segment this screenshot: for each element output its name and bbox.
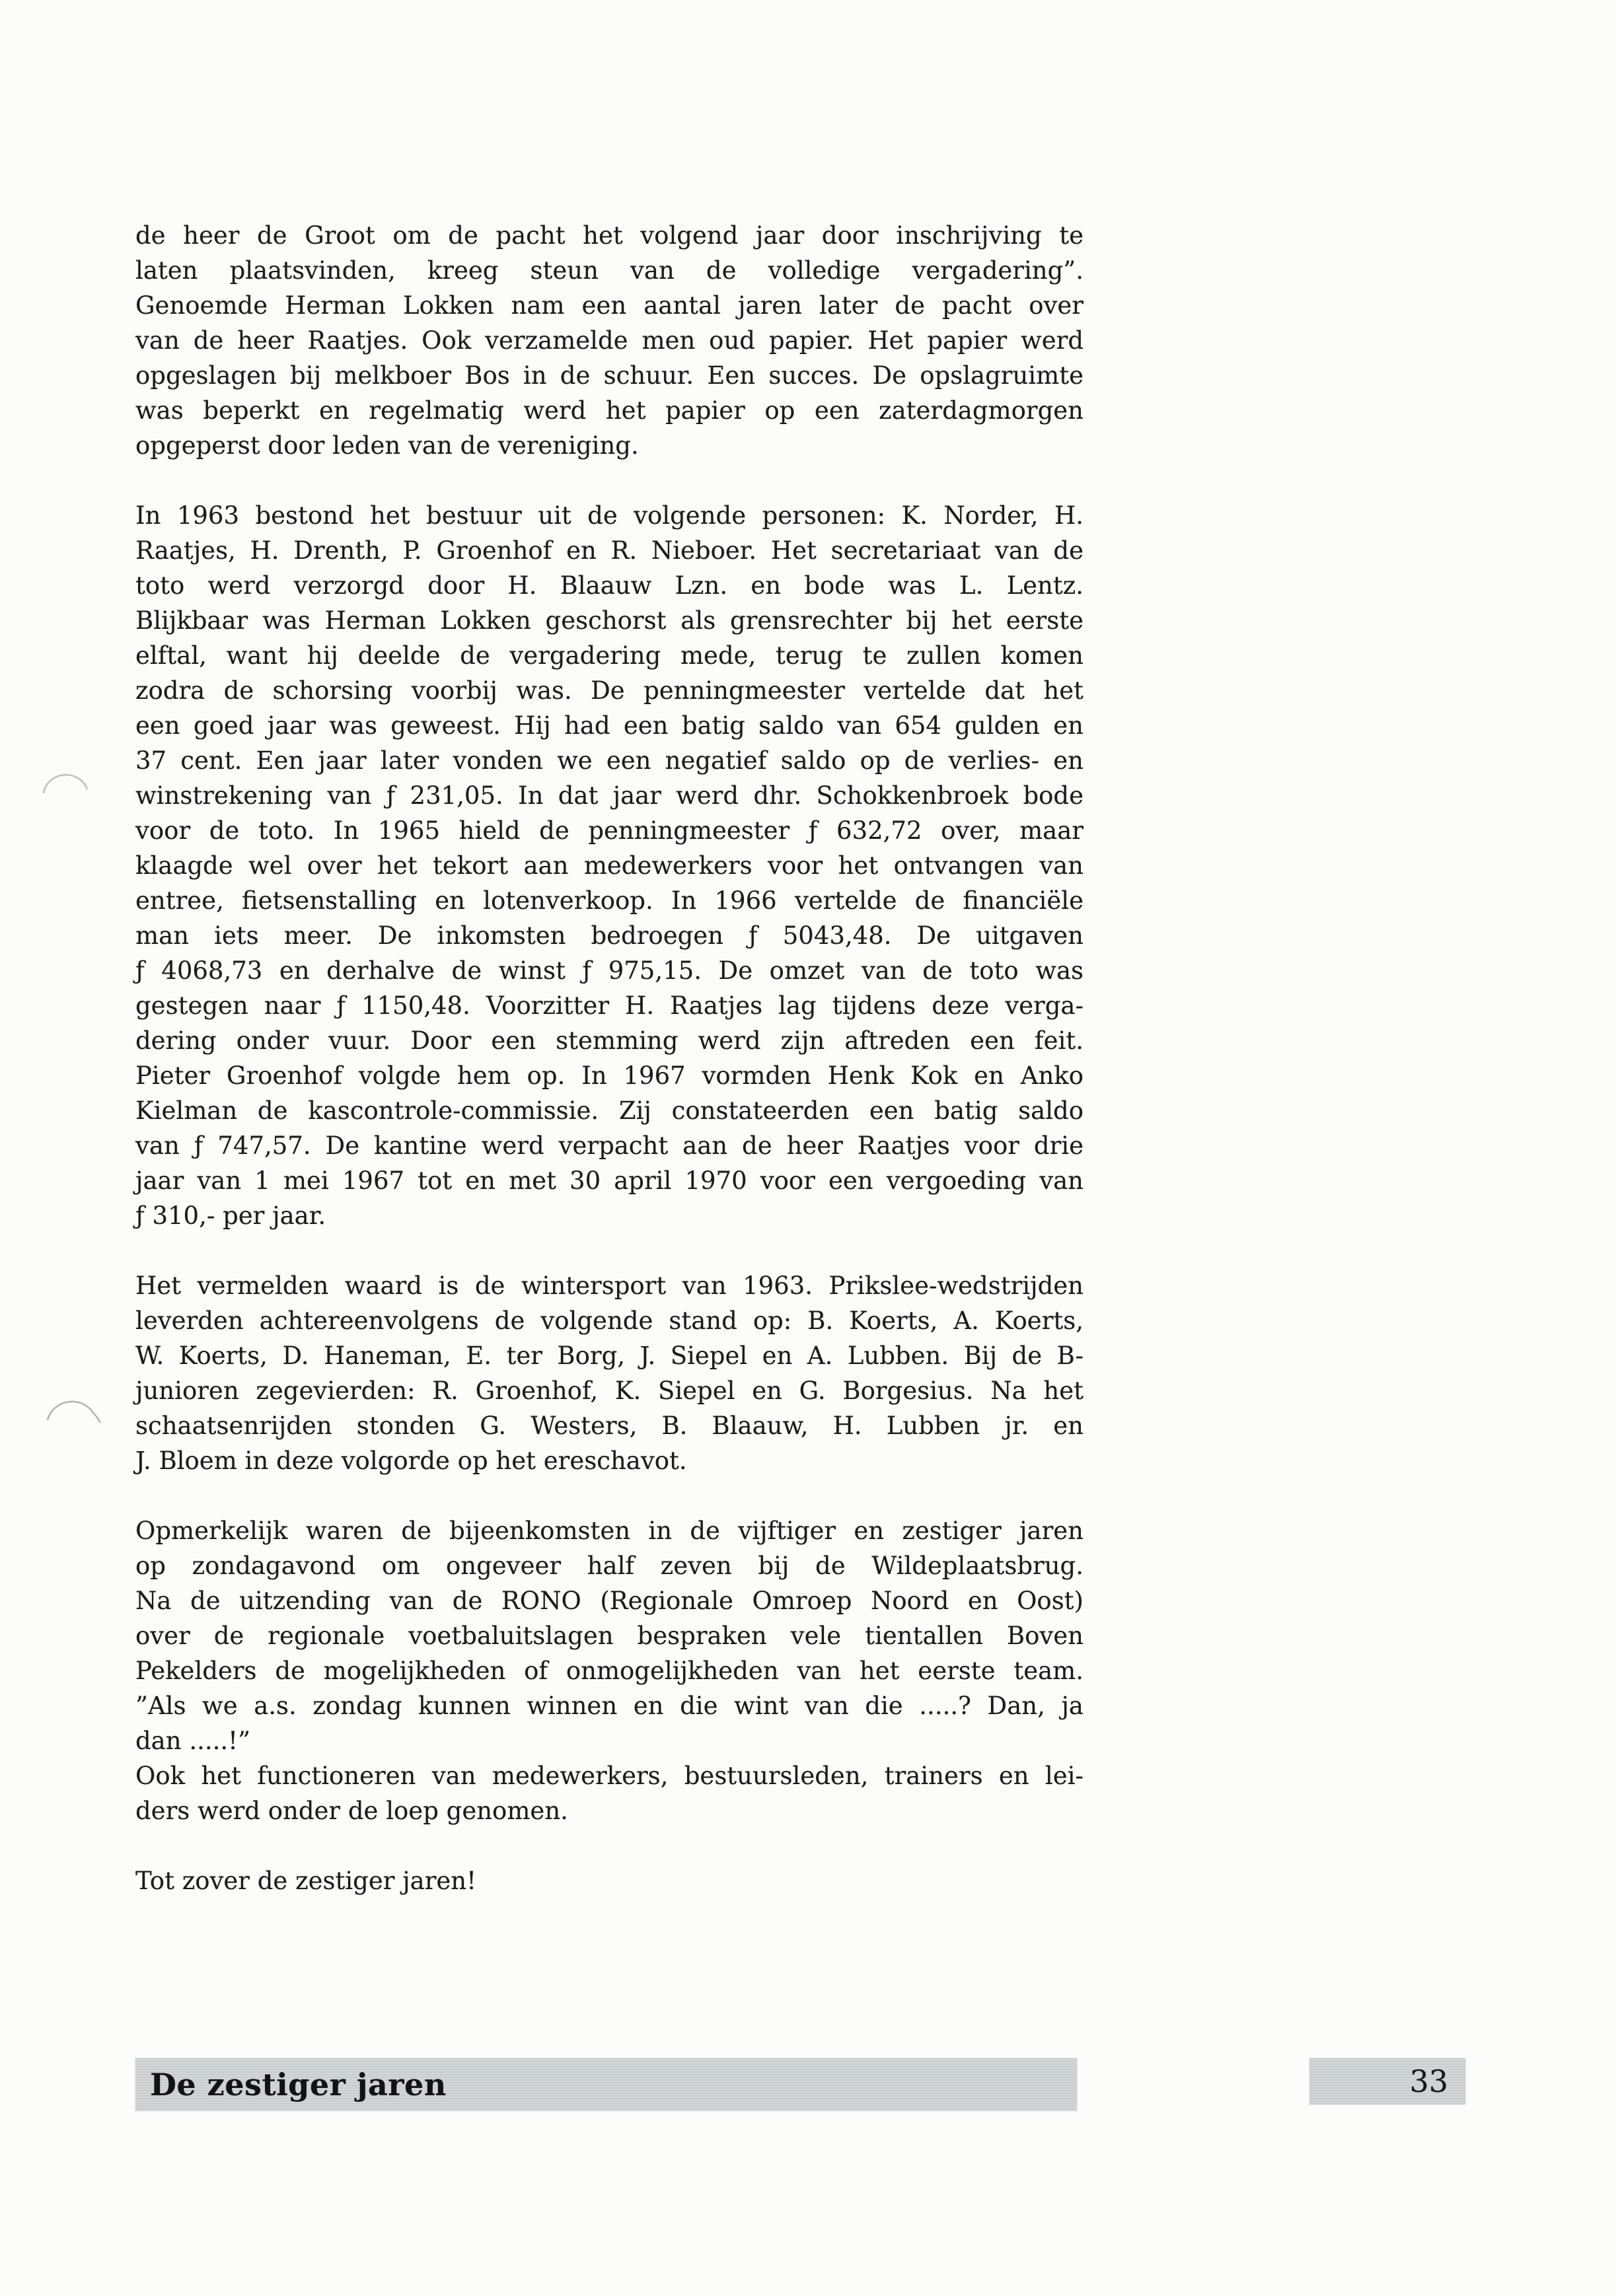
text-line: elftal, want hij deelde de vergadering mede, terug te zullen komen: [135, 641, 1083, 670]
text-line: opgeperst door leden van de vereniging.: [135, 431, 639, 460]
text-line: zodra de schorsing voorbij was. De penningmeester vertelde dat het: [135, 676, 1083, 705]
text-line: een goed jaar was geweest. Hij had een batig saldo van 654 gulden en: [135, 711, 1083, 740]
scan-mark-arc: [40, 763, 95, 799]
text-line: Blijkbaar was Herman Lokken geschorst als grensrechter bij het eerste: [135, 606, 1083, 635]
paragraph: [135, 1513, 1083, 1828]
paragraph: [135, 1268, 1083, 1478]
text-line: In 1963 bestond het bestuur uit de volgende personen: K. Norder, H.: [135, 501, 1083, 530]
text-line: ƒ 4068,73 en derhalve de winst ƒ 975,15. De omzet van de toto was: [135, 956, 1083, 985]
text-line: ”Als we a.s. zondag kunnen winnen en die wint van die .....? Dan, ja: [135, 1692, 1083, 1720]
text-line: op zondagavond om ongeveer half zeven bij de Wildeplaatsbrug.: [135, 1552, 1083, 1580]
text-line: schaatsenrijden stonden G. Westers, B. Blaauw, H. Lubben jr. en: [135, 1412, 1083, 1440]
text-line: entree, fietsenstalling en lotenverkoop. In 1966 vertelde de financiële: [135, 886, 1083, 915]
text-line: Opmerkelijk waren de bijeenkomsten in de vijftiger en zestiger jaren: [135, 1517, 1083, 1545]
text-line: laten plaatsvinden, kreeg steun van de volledige vergadering”.: [135, 256, 1083, 285]
text-line: W. Koerts, D. Haneman, E. ter Borg, J. Siepel en A. Lubben. Bij de B-: [135, 1342, 1083, 1370]
paragraph: [135, 1863, 1083, 1898]
text-line: Ook het functioneren van medewerkers, bestuursleden, trainers en lei-: [135, 1762, 1083, 1790]
text-line: van ƒ 747,57. De kantine werd verpacht aan de heer Raatjes voor drie: [135, 1131, 1083, 1160]
text-line: Pekelders de mogelijkheden of onmogelijkheden van het eerste team.: [135, 1657, 1083, 1685]
body-text: [135, 218, 1083, 1898]
text-line: over de regionale voetbaluitslagen bespraken vele tientallen Boven: [135, 1622, 1083, 1650]
section-footer-bar: [135, 2058, 1077, 2111]
text-line: Kielman de kascontrole-commissie. Zij constateerden een batig saldo: [135, 1096, 1083, 1125]
text-line: was beperkt en regelmatig werd het papier op een zaterdagmorgen: [135, 396, 1083, 425]
text-line: J. Bloem in deze volgorde op het ereschavot.: [135, 1447, 687, 1475]
text-line: Raatjes, H. Drenth, P. Groenhof en R. Nieboer. Het secretariaat van de: [135, 536, 1083, 565]
page-number: 33: [1409, 2063, 1448, 2099]
text-line: ders werd onder de loep genomen.: [135, 1797, 568, 1825]
text-line: dan .....!”: [135, 1727, 250, 1755]
page-number-box: [1309, 2058, 1465, 2104]
section-title: De zestiger jaren: [150, 2067, 447, 2102]
text-line: Genoemde Herman Lokken nam een aantal jaren later de pacht over: [135, 291, 1083, 320]
text-line: Na de uitzending van de RONO (Regionale Omroep Noord en Oost): [135, 1587, 1083, 1615]
text-line: winstrekening van ƒ 231,05. In dat jaar werd dhr. Schokkenbroek bode: [135, 781, 1083, 810]
text-line: man iets meer. De inkomsten bedroegen ƒ 5043,48. De uitgaven: [135, 921, 1083, 950]
text-line: 37 cent. Een jaar later vonden we een negatief saldo op de verlies- en: [135, 746, 1083, 775]
text-line: dering onder vuur. Door een stemming werd zijn aftreden een feit.: [135, 1026, 1083, 1055]
text-line: gestegen naar ƒ 1150,48. Voorzitter H. Raatjes lag tijdens deze verga-: [135, 991, 1083, 1020]
text-line: jaar van 1 mei 1967 tot en met 30 april 1970 voor een vergoeding van: [135, 1166, 1083, 1195]
text-line: klaagde wel over het tekort aan medewerkers voor het ontvangen van: [135, 851, 1083, 880]
text-line: leverden achtereenvolgens de volgende stand op: B. Koerts, A. Koerts,: [135, 1307, 1083, 1335]
text-line: de heer de Groot om de pacht het volgend jaar door inschrijving te: [135, 221, 1083, 250]
scan-mark-arc: [42, 1384, 106, 1427]
text-line: Pieter Groenhof volgde hem op. In 1967 vormden Henk Kok en Anko: [135, 1061, 1083, 1090]
text-line: junioren zegevierden: R. Groenhof, K. Siepel en G. Borgesius. Na het: [135, 1377, 1083, 1405]
text-line: opgeslagen bij melkboer Bos in de schuur. Een succes. De opslagruimte: [135, 361, 1083, 390]
paragraph: [135, 218, 1083, 463]
text-line: Het vermelden waard is de wintersport van 1963. Prikslee-wedstrijden: [135, 1272, 1083, 1300]
text-line: Tot zover de zestiger jaren!: [135, 1867, 476, 1895]
text-line: voor de toto. In 1965 hield de penningmeester ƒ 632,72 over, maar: [135, 816, 1083, 845]
text-line: van de heer Raatjes. Ook verzamelde men oud papier. Het papier werd: [135, 326, 1083, 355]
paragraph: [135, 498, 1083, 1233]
text-line: ƒ 310,- per jaar.: [135, 1202, 326, 1230]
text-line: toto werd verzorgd door H. Blaauw Lzn. en bode was L. Lentz.: [135, 571, 1083, 600]
